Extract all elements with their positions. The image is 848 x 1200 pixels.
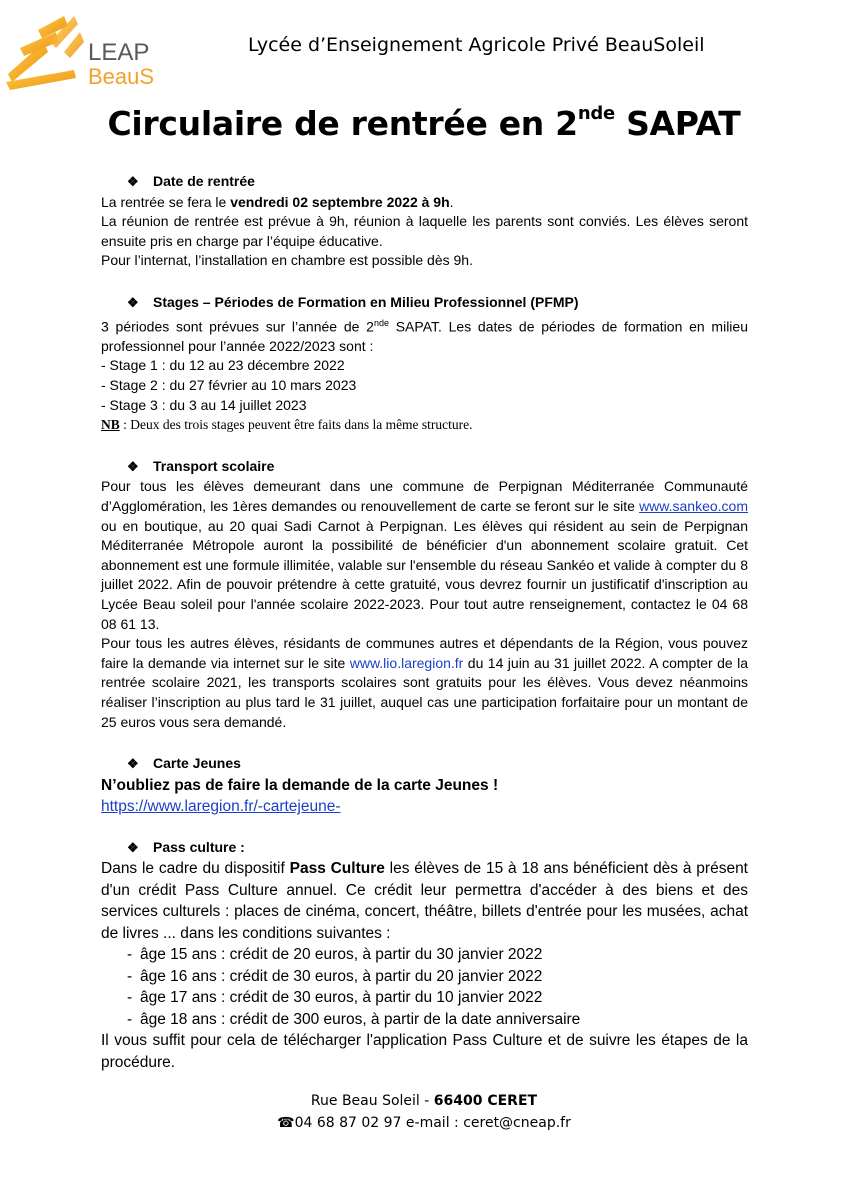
school-logo [4, 12, 164, 92]
section-heading-carte: ❖ Carte Jeunes [127, 754, 748, 774]
diamond-bullet-icon: ❖ [127, 174, 139, 189]
logo-text-beaus: BeauS [88, 64, 155, 89]
sankeo-link[interactable]: www.sankeo.com [639, 497, 748, 514]
pass-outro: Il vous suffit pour cela de télécharger l'application Pass Culture et de suivre les étapes de la procédure. [101, 1032, 748, 1071]
transport-paragraph-2: Pour tous les autres élèves, résidants de communes autres et dépendants de la Région, vous pouvez faire la demande via internet sur le site www.lio.laregion.fr du 14 juin au 31 juillet 2022. A compter de la rentrée scolaire 2021, les transports scolaires sont gratuits pour les élèves. Vous devez néanmoins réaliser l’inscription au plus tard le 31 juillet, auquel cas une participation forfaitaire pour un montant de 25 euros vous sera demandé. [101, 635, 748, 730]
list-item: - âge 18 ans : crédit de 300 euros, à partir de la date anniversaire [101, 1009, 748, 1031]
section-heading-rentree: ❖ Date de rentrée [127, 172, 748, 192]
rentree-meeting-text: La réunion de rentrée est prévue à 9h, réunion à laquelle les parents sont conviés. Les élèves seront ensuite pris en charge par l’équipe éducative. [101, 213, 748, 249]
pass-intro: Dans le cadre du dispositif Pass Culture les élèves de 15 à 18 ans bénéficient dès à présent d'un crédit Pass Culture annuel. Ce crédit leur permettra d'accéder à des biens et des services culturels : places de cinéma, concert, théâtre, billets d'entrée pour les musées, achat de livres ... dans les conditions suivantes : [101, 860, 748, 942]
footer-address: Rue Beau Soleil - 66400 CERET [310, 1093, 538, 1109]
stages-note: NB : Deux des trois stages peuvent être faits dans la même structure. [101, 417, 473, 433]
diamond-bullet-icon: ❖ [127, 756, 139, 772]
circular-body [101, 172, 748, 1073]
stages-intro: 3 périodes sont prévues sur l’année de 2nde SAPAT. Les dates de périodes de formation en milieu professionnel pour l’année 2022/2023 sont : [101, 317, 748, 354]
footer [0, 1090, 848, 1134]
section-heading-stages: ❖ Stages – Périodes de Formation en Milieu Professionnel (PFMP) [127, 293, 748, 313]
diamond-bullet-icon: ❖ [127, 294, 139, 310]
page-title: Circulaire de rentrée en 2nde SAPAT [107, 103, 741, 143]
pass-conditions-list [101, 944, 748, 1030]
list-item: - âge 15 ans : crédit de 20 euros, à partir du 30 janvier 2022 [101, 944, 748, 966]
rentree-internat-text: Pour l’internat, l’installation en chambre est possible dès 9h. [101, 252, 473, 269]
stage-item: - Stage 2 : du 27 février au 10 mars 2023 [101, 377, 357, 393]
list-item: - âge 17 ans : crédit de 30 euros, à partir du 10 janvier 2022 [101, 987, 748, 1009]
diamond-bullet-icon: ❖ [127, 458, 139, 474]
diamond-bullet-icon: ❖ [127, 839, 139, 855]
carte-jeune-link[interactable]: https://www.laregion.fr/-cartejeune- [101, 798, 341, 816]
stage-item: - Stage 3 : du 3 au 14 juillet 2023 [101, 396, 307, 413]
transport-paragraph-1: Pour tous les élèves demeurant dans une commune de Perpignan Méditerranée Communauté d’Agglomération, les 1ères demandes ou renouvellement de carte se feront sur le site www.sankeo.com ou en boutique, au 20 quai Sadi Carnot à Perpignan. Les élèves qui résident au sein de Perpignan Méditerranée Métropole auront la possibilité de bénéficier d'un abonnement scolaire gratuit. Cet abonnement est une formule illimitée, valable sur l'ensemble du réseau Sankéo et valide à compter du 8 juillet 2022. Afin de pouvoir prétendre à cette gratuité, vous devrez fournir un justificatif d'inscription au Lycée Beau soleil pour l'année scolaire 2022-2023. Pour tout autre renseignement, contactez le 04 68 08 61 13. [101, 478, 748, 632]
section-heading-transport: ❖ Transport scolaire [127, 457, 748, 477]
sun-logo-icon [4, 12, 164, 92]
logo-text-leap: LEAP [88, 39, 150, 66]
stage-item: - Stage 1 : du 12 au 23 décembre 2022 [101, 357, 345, 374]
footer-contact: ☎04 68 87 02 97 e-mail : ceret@cneap.fr [277, 1115, 571, 1131]
phone-icon: ☎ [277, 1115, 295, 1131]
school-name: Lycée d’Enseignement Agricole Privé BeauSoleil [248, 34, 705, 56]
carte-reminder: N’oubliez pas de faire la demande de la carte Jeunes ! [101, 776, 499, 794]
section-heading-pass: ❖ Pass culture : [127, 838, 748, 858]
list-item: - âge 16 ans : crédit de 30 euros, à partir du 20 janvier 2022 [101, 966, 748, 988]
lio-link[interactable]: www.lio.laregion.fr [349, 654, 464, 671]
rentree-date-text: La rentrée se fera le vendredi 02 septembre 2022 à 9h. [101, 193, 454, 210]
